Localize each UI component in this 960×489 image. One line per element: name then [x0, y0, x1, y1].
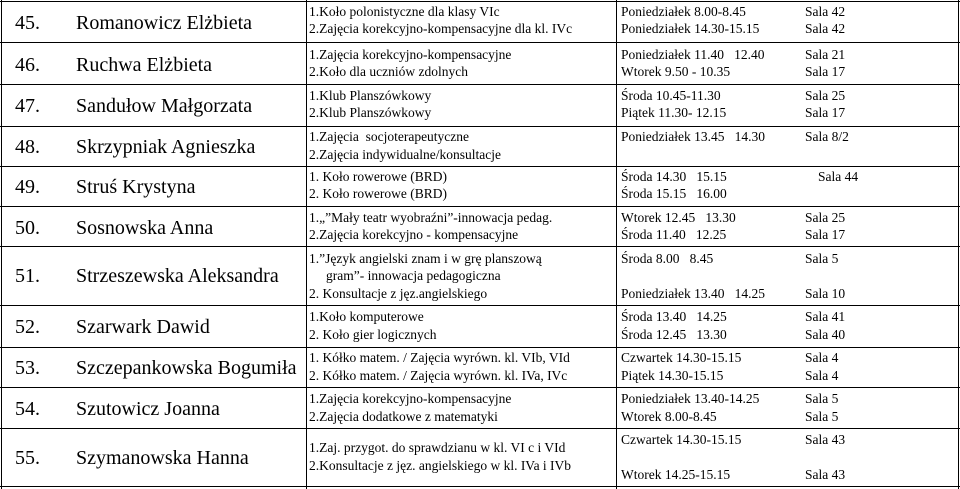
time: Wtorek 14.25-15.15 [621, 467, 731, 482]
time: Poniedziałek 13.40-14.25 [621, 391, 760, 406]
activity: 2. Koło gier logicznych [309, 327, 437, 342]
activity: 2.Koło dla uczniów zdolnych [309, 64, 468, 79]
activity: 2.Zajęcia korekcyjno - kompensacyjne [309, 227, 519, 242]
time: Środa 14.30 15.15 [621, 169, 727, 184]
teacher-name: Strzeszewska Aleksandra [76, 265, 279, 287]
activity: 2.Zajęcia indywidualne/konsultacje [309, 147, 501, 162]
row-divider [0, 206, 960, 207]
row-divider [0, 347, 960, 348]
room: Sala 42 [805, 21, 846, 36]
time: Środa 8.00 8.45 [621, 251, 714, 266]
activity: 2. Konsultacje z jęz.angielskiego [309, 286, 488, 301]
time: Środa 15.15 16.00 [621, 186, 727, 201]
time: Środa 11.40 12.25 [621, 227, 727, 242]
row-divider [0, 84, 960, 85]
time: Środa 12.45 13.30 [621, 327, 727, 342]
room: Sala 21 [805, 47, 846, 62]
time: Czwartek 14.30-15.15 [621, 432, 742, 447]
row-divider [0, 305, 960, 306]
room: Sala 41 [805, 309, 846, 324]
room: Sala 25 [805, 88, 846, 103]
time: Poniedziałek 14.30-15.15 [621, 21, 760, 36]
teacher-name: Szczepankowska Bogumiła [76, 357, 297, 379]
row-number: 54. [15, 398, 40, 420]
row-number: 45. [15, 12, 40, 34]
room: Sala 5 [805, 409, 839, 424]
row-number: 50. [15, 217, 40, 239]
room: Sala 43 [805, 467, 846, 482]
row-number: 49. [15, 176, 40, 198]
time: Piątek 11.30- 12.15 [621, 105, 727, 120]
activity: 2.Konsultacje z jęz. angielskiego w kl. IVa i IVb [309, 458, 572, 473]
time: Czwartek 14.30-15.15 [621, 350, 742, 365]
row-number: 53. [15, 357, 40, 379]
table-border [0, 486, 960, 487]
room: Sala 17 [805, 227, 846, 242]
activity: 1.Zajęcia korekcyjno-kompensacyjne [309, 47, 512, 62]
teacher-name: Sandułow Małgorzata [76, 95, 253, 117]
time: Środa 13.40 14.25 [621, 309, 727, 324]
room: Sala 40 [805, 327, 846, 342]
activity: 2.Zajęcia dodatkowe z matematyki [309, 409, 498, 424]
room: Sala 17 [805, 64, 846, 79]
table-border [0, 1, 960, 2]
teacher-name: Szarwark Dawid [76, 316, 210, 338]
table-border [1, 0, 2, 489]
row-divider [0, 42, 960, 43]
teacher-name: Ruchwa Elżbieta [76, 54, 213, 76]
time: Poniedziałek 13.45 14.30 [621, 129, 765, 144]
room: Sala 42 [805, 4, 846, 19]
activity: 1.Koło polonistyczne dla klasy VIc [309, 4, 500, 19]
row-number: 51. [15, 265, 40, 287]
activity: 2.Klub Planszówkowy [309, 105, 432, 120]
row-divider [0, 387, 960, 388]
activity: 2. Koło rowerowe (BRD) [309, 186, 447, 201]
time: Piątek 14.30-15.15 [621, 368, 724, 383]
room: Sala 5 [805, 251, 839, 266]
room: Sala 4 [805, 368, 839, 383]
time: Poniedziałek 8.00-8.45 [621, 4, 746, 19]
room: Sala 43 [805, 432, 846, 447]
activity: 1.”Język angielski znam i w grę planszową [309, 251, 542, 266]
teacher-name: Szutowicz Joanna [76, 398, 220, 420]
time: Wtorek 9.50 - 10.35 [621, 64, 731, 79]
teacher-name: Romanowicz Elżbieta [76, 12, 253, 34]
activity: 1.Zajęcia korekcyjno-kompensacyjne [309, 391, 512, 406]
teacher-name: Szymanowska Hanna [76, 447, 249, 469]
row-divider [0, 166, 960, 167]
activity: 1.Zajęcia socjoterapeutyczne [309, 129, 470, 144]
activity: 1. Koło rowerowe (BRD) [309, 169, 447, 184]
row-divider [0, 126, 960, 127]
activity: gram”- innowacja pedagogiczna [326, 268, 501, 283]
time: Wtorek 8.00-8.45 [621, 409, 717, 424]
activity: 2.Zajęcia korekcyjno-kompensacyjne dla kl. IVc [309, 21, 573, 36]
room: Sala 44 [818, 169, 859, 184]
col-divider [306, 0, 307, 489]
room: Sala 5 [805, 391, 839, 406]
col-divider [616, 0, 617, 489]
time: Poniedziałek 13.40 14.25 [621, 286, 765, 301]
row-divider [0, 428, 960, 429]
row-number: 46. [15, 54, 40, 76]
room: Sala 4 [805, 350, 839, 365]
activity: 1.„”Mały teatr wyobraźni”-innowacja pedag. [309, 210, 553, 225]
teacher-name: Sosnowska Anna [76, 217, 214, 239]
row-number: 52. [15, 316, 40, 338]
time: Poniedziałek 11.40 12.40 [621, 47, 765, 62]
activity: 1.Koło komputerowe [309, 309, 424, 324]
teacher-name: Skrzypniak Agnieszka [76, 136, 256, 158]
teacher-name: Struś Krystyna [76, 176, 196, 198]
room: Sala 8/2 [805, 129, 849, 144]
row-number: 55. [15, 447, 40, 469]
room: Sala 25 [805, 210, 846, 225]
room: Sala 17 [805, 105, 846, 120]
activity: 1. Kółko matem. / Zajęcia wyrówn. kl. VIb, VId [309, 350, 570, 365]
row-number: 47. [15, 95, 40, 117]
row-divider [0, 246, 960, 247]
row-number: 48. [15, 136, 40, 158]
activity: 1.Klub Planszówkowy [309, 88, 432, 103]
activity: 1.Zaj. przygot. do sprawdzianu w kl. VI c i VId [309, 440, 566, 455]
time: Środa 10.45-11.30 [621, 88, 721, 103]
table-border [958, 0, 959, 489]
room: Sala 10 [805, 286, 846, 301]
activity: 2. Kółko matem. / Zajęcia wyrówn. kl. IVa, IVc [309, 368, 568, 383]
time: Wtorek 12.45 13.30 [621, 210, 736, 225]
